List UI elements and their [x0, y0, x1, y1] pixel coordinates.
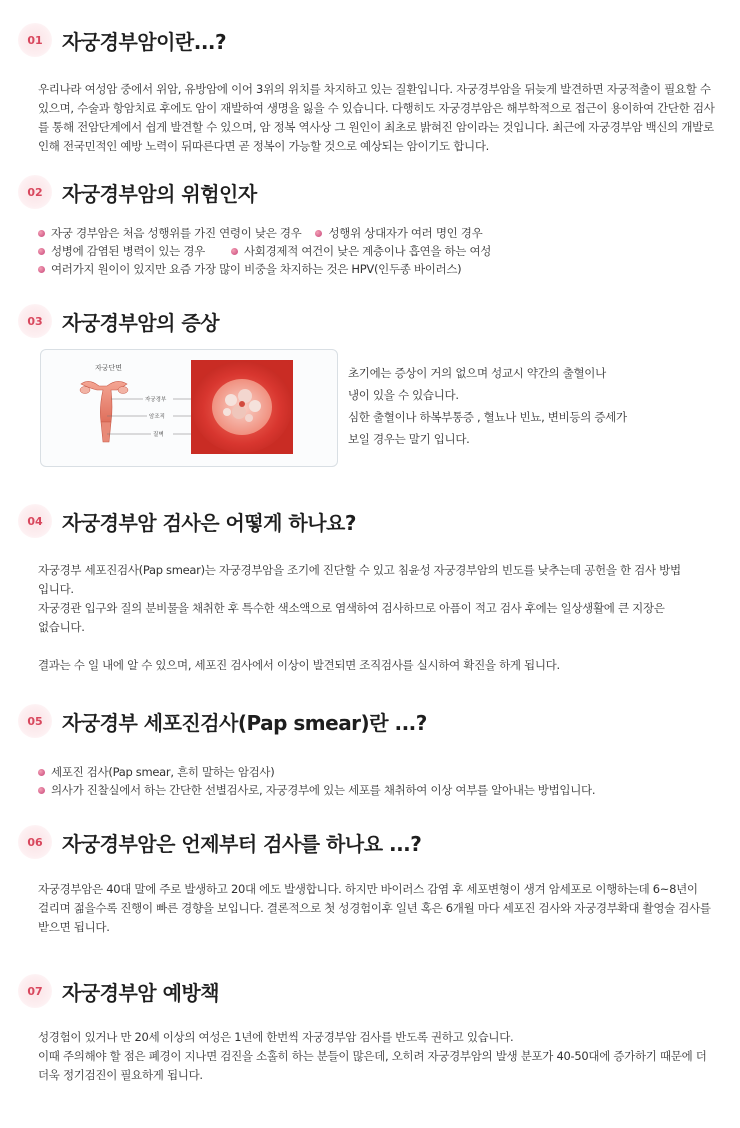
- section-title: 자궁경부암은 언제부터 검사를 하나요 ...?: [62, 831, 422, 856]
- risk-factor-list: [38, 224, 491, 278]
- pap-smear-list: [38, 763, 595, 799]
- list-item-text: 세포진 검사(Pap smear, 흔히 말하는 암검사): [51, 765, 275, 779]
- section-6-header: [18, 824, 421, 860]
- text-line: 인해 전국민적인 예방 노력이 뒤따른다면 곧 정복이 가능할 것으로 예상되는 암이기도 합니다.: [38, 139, 490, 153]
- bullet-icon: [315, 230, 322, 237]
- section-title: 자궁경부암 예방책: [62, 980, 220, 1005]
- text-line: 심한 출혈이나 하복부통증 , 혈뇨나 빈뇨, 변비등의 증세가: [348, 410, 627, 424]
- section-4-text: [38, 561, 732, 675]
- text-line: 입니다.: [38, 582, 74, 596]
- bullet-icon: [231, 248, 238, 255]
- text-line: 없습니다.: [38, 620, 85, 634]
- section-title: 자궁경부암이란...?: [62, 29, 227, 54]
- bullet-icon: [38, 266, 45, 273]
- list-item-text: 자궁 경부암은 처음 성행위를 가진 연령이 낮은 경우: [51, 226, 302, 240]
- section-number-badge: 06: [18, 825, 52, 859]
- bullet-icon: [38, 248, 45, 255]
- text-line: 결과는 수 일 내에 알 수 있으며, 세포진 검사에서 이상이 발견되면 조직검사를 실시하여 확진을 하게 됩니다.: [38, 658, 560, 672]
- text-line: 우리나라 여성암 중에서 위암, 유방암에 이어 3위의 위치를 차지하고 있는 질환입니다. 자궁경부암을 뒤늦게 발견하면 자궁적출이 필요할 수: [38, 82, 711, 96]
- list-item: [38, 260, 491, 278]
- list-item-text: 성행위 상대자가 여러 명인 경우: [328, 226, 483, 240]
- text-line: 자궁경부 세포진검사(Pap smear)는 자궁경부암을 조기에 진단할 수 있고 침윤성 자궁경부암의 빈도를 낮추는데 공헌을 한 검사 방법: [38, 563, 681, 577]
- section-title: 자궁경부암 검사은 어떻게 하나요?: [62, 510, 356, 535]
- section-6-text: [38, 880, 732, 937]
- section-title: 자궁경부암의 위험인자: [62, 181, 257, 206]
- section-title: 자궁경부 세포진검사(Pap smear)란 ...?: [62, 710, 427, 735]
- text-line: 초기에는 증상이 거의 없으며 성교시 약간의 출혈이나: [348, 366, 606, 380]
- section-number-badge: 01: [18, 23, 52, 57]
- section-number-badge: 04: [18, 504, 52, 538]
- bullet-icon: [38, 769, 45, 776]
- bullet-icon: [38, 787, 45, 794]
- list-item-text: 의사가 진찰실에서 하는 간단한 선별검사로, 자궁경부에 있는 세포를 채취하여 이상 여부를 알아내는 방법입니다.: [51, 783, 596, 797]
- section-1-text: [38, 80, 732, 156]
- list-item: [38, 781, 595, 799]
- text-line: 있으며, 수술과 항암치료 후에도 암이 재발하여 생명을 잃을 수 있습니다. 다행히도 자궁경부암은 해부학적으로 접근이 용이하여 간단한 검사: [38, 101, 715, 115]
- text-line: 냉이 있을 수 있습니다.: [348, 388, 459, 402]
- diagram-label: 자궁경부: [145, 397, 167, 403]
- text-line: 더욱 정기검진이 필요하게 됩니다.: [38, 1068, 203, 1082]
- text-line: 걸리며 젊을수록 진행이 빠른 경향을 보입니다. 결론적으로 첫 성경험이후 일년 혹은 6개월 마다 세포진 검사와 자궁경부확대 촬영술 검사를: [38, 901, 711, 915]
- diagram-label: 암조직: [149, 414, 165, 420]
- text-line: 받으면 됩니다.: [38, 920, 110, 934]
- section-4-header: [18, 503, 356, 539]
- list-item: [38, 763, 595, 781]
- diagram-label: 질벽: [153, 432, 164, 438]
- diagram-caption: 자궁단면: [95, 364, 123, 372]
- text-line: 를 통해 전암단계에서 쉽게 발견할 수 있으며, 암 정복 역사상 그 원인이 최초로 밝혀진 암이라는 것입니다. 최근에 자궁경부암 백신의 개발로: [38, 120, 714, 134]
- list-item-text: 여러가지 원이이 있지만 요즘 가장 많이 비중을 차지하는 것은 HPV(인두종 바이러스): [51, 262, 462, 276]
- list-item-text: 사회경제적 여건이 낮은 계층이나 흡연을 하는 여성: [243, 244, 492, 258]
- section-number-badge: 02: [18, 175, 52, 209]
- section-number-badge: 03: [18, 304, 52, 338]
- cervix-cross-section-image: [41, 350, 337, 466]
- section-7-header: [18, 973, 219, 1009]
- section-2-header: [18, 174, 257, 210]
- text-line: 성경험이 있거나 만 20세 이상의 여성은 1년에 한번씩 자궁경부암 검사를 반도록 권하고 있습니다.: [38, 1030, 514, 1044]
- text-line: 자궁경부암은 40대 말에 주로 발생하고 20대 에도 발생합니다. 하지만 바이러스 감염 후 세포변형이 생겨 암세포로 이행하는데 6~8년이: [38, 882, 698, 896]
- cervix-illustration: [40, 349, 338, 467]
- bullet-icon: [38, 230, 45, 237]
- section-title: 자궁경부암의 증상: [62, 310, 220, 335]
- list-item: [38, 242, 491, 260]
- section-number-badge: 07: [18, 974, 52, 1008]
- symptoms-text: [348, 362, 627, 450]
- section-number-badge: 05: [18, 704, 52, 738]
- text-line: 자궁경관 입구와 질의 분비물을 채취한 후 특수한 색소액으로 염색하여 검사하므로 아픔이 적고 검사 후에는 일상생활에 큰 지장은: [38, 601, 665, 615]
- section-5-header: [18, 703, 427, 739]
- list-item-text: 성병에 감염된 병력이 있는 경우: [51, 244, 205, 258]
- list-item: [38, 224, 491, 242]
- text-line: 보일 경우는 말기 입니다.: [348, 432, 470, 446]
- section-1-header: [18, 22, 226, 58]
- text-line: [38, 637, 732, 656]
- text-line: 이때 주의해야 할 점은 폐경이 지나면 검진을 소홀히 하는 분들이 많은데, 오히려 자궁경부암의 발생 분포가 40-50대에 증가하기 때문에 더: [38, 1049, 707, 1063]
- section-7-text: [38, 1028, 732, 1085]
- section-3-header: [18, 303, 219, 339]
